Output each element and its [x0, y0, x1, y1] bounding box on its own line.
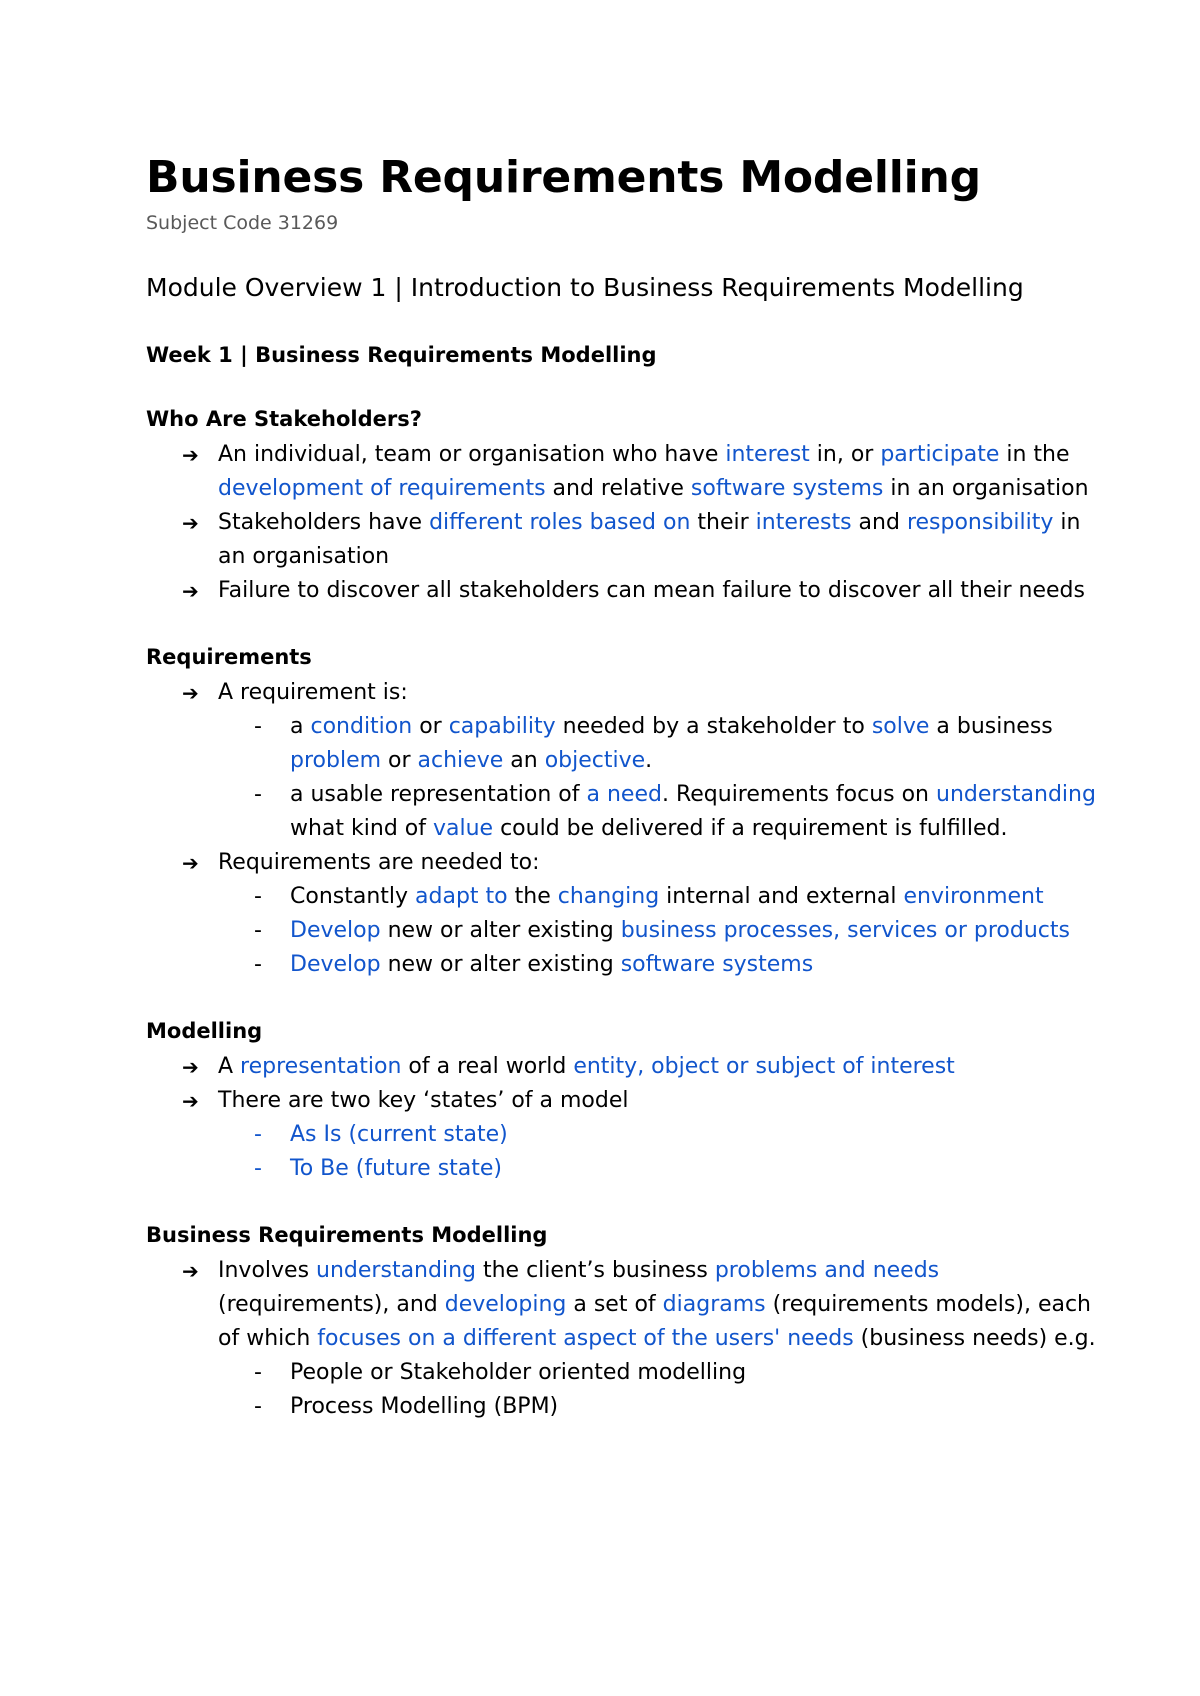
text-run: (business needs) e.g. [853, 1326, 1096, 1351]
highlighted-term: entity, object or subject of interest [573, 1054, 955, 1079]
text-run: Process Modelling (BPM) [290, 1394, 559, 1419]
list-item [146, 506, 1106, 574]
arrow-bullet-list [146, 438, 1106, 608]
content-sections [146, 404, 1106, 1424]
section-heading: Requirements [146, 645, 312, 669]
highlighted-term: understanding [316, 1258, 476, 1283]
text-run: their [690, 510, 756, 535]
text-run: what kind of [290, 816, 433, 841]
highlighted-term: To Be (future state) [290, 1156, 503, 1181]
section-heading: Business Requirements Modelling [146, 1223, 548, 1247]
sub-list-item [218, 1118, 1106, 1152]
highlighted-term: achieve [417, 748, 504, 773]
highlighted-term: developing [444, 1292, 567, 1317]
text-run: a [290, 714, 311, 739]
text-run: A requirement is: [218, 680, 408, 705]
highlighted-term: problems and needs [714, 1258, 940, 1283]
sub-list-item [218, 710, 1106, 778]
highlighted-term: understanding [936, 782, 1096, 807]
list-item-text [218, 850, 539, 875]
text-run: needed by a stakeholder to [555, 714, 872, 739]
sub-list-item-text [290, 918, 1070, 943]
arrow-bullet-list [146, 1050, 1106, 1186]
highlighted-term: solve [871, 714, 930, 739]
highlighted-term: focuses on a different aspect of the users' needs [317, 1326, 854, 1351]
dash-bullet-icon: - [254, 1360, 262, 1385]
highlighted-term: business processes, services or products [620, 918, 1070, 943]
text-run: new or alter existing [380, 918, 621, 943]
text-run: of a real world [401, 1054, 574, 1079]
sub-list-item-text [290, 782, 1096, 841]
sub-list-item [218, 880, 1106, 914]
section-heading: Who Are Stakeholders? [146, 407, 422, 431]
arrow-bullet-icon: ➔ [182, 511, 199, 535]
arrow-bullet-icon: ➔ [182, 1089, 199, 1113]
sub-list-item [218, 1152, 1106, 1186]
text-run: could be delivered if a requirement is fulfilled. [493, 816, 1008, 841]
list-item [146, 1254, 1106, 1424]
highlighted-term: objective [544, 748, 646, 773]
list-item [146, 676, 1106, 846]
dash-bullet-icon: - [254, 918, 262, 943]
text-run: Constantly [290, 884, 416, 909]
list-item [146, 574, 1106, 608]
list-item [146, 438, 1106, 506]
dash-sub-list [218, 880, 1106, 982]
text-run: in the [999, 442, 1070, 467]
sub-list-item-text [290, 1394, 558, 1419]
sub-list-item-text [290, 884, 1044, 909]
dash-bullet-icon: - [254, 884, 262, 909]
sub-list-item [218, 778, 1106, 846]
highlighted-term: diagrams [662, 1292, 766, 1317]
highlighted-term: development of requirements [218, 476, 546, 501]
list-item-text [218, 578, 1085, 603]
text-run: . [645, 748, 653, 773]
text-run: the client’s business [475, 1258, 715, 1283]
text-run: a usable representation of [290, 782, 587, 807]
highlighted-term: As Is (current state) [290, 1122, 508, 1147]
arrow-bullet-icon: ➔ [182, 579, 199, 603]
list-item-text [218, 1088, 629, 1113]
arrow-bullet-icon: ➔ [182, 851, 199, 875]
list-item-text [218, 442, 1089, 501]
list-item [146, 1050, 1106, 1084]
highlighted-term: representation [240, 1054, 402, 1079]
dash-bullet-icon: - [254, 952, 262, 977]
dash-sub-list [218, 710, 1106, 846]
text-run: in, or [809, 442, 881, 467]
text-run: a set of [566, 1292, 663, 1317]
arrow-bullet-list [146, 1254, 1106, 1424]
text-run: . Requirements focus on [661, 782, 936, 807]
document-page [146, 150, 1106, 1424]
dash-sub-list [218, 1118, 1106, 1186]
highlighted-term: Develop [290, 918, 381, 943]
text-run: or [381, 748, 418, 773]
text-run: There are two key ‘states’ of a model [218, 1088, 629, 1113]
subject-code: Subject Code 31269 [146, 212, 339, 234]
text-run: An individual, team or organisation who have [218, 442, 726, 467]
text-run: (requirements models), each of which [218, 1292, 1091, 1351]
text-run: A [218, 1054, 241, 1079]
arrow-bullet-list [146, 676, 1106, 982]
highlighted-term: Develop [290, 952, 381, 977]
highlighted-term: responsibility [906, 510, 1054, 535]
text-run: and [851, 510, 907, 535]
text-run: Requirements are needed to: [218, 850, 540, 875]
text-run: internal and external [659, 884, 904, 909]
sub-list-item [218, 1390, 1106, 1424]
text-run: Involves [218, 1258, 317, 1283]
arrow-bullet-icon: ➔ [182, 1055, 199, 1079]
highlighted-term: participate [880, 442, 1000, 467]
highlighted-term: environment [903, 884, 1044, 909]
highlighted-term: value [433, 816, 494, 841]
list-item-text [218, 510, 1080, 569]
sub-list-item-text [290, 1156, 502, 1181]
list-item-text [218, 1054, 955, 1079]
sub-list-item-text [290, 1360, 746, 1385]
text-run: an [503, 748, 545, 773]
highlighted-term: software systems [620, 952, 814, 977]
text-run: Stakeholders have [218, 510, 430, 535]
module-heading: Module Overview 1 | Introduction to Business Requirements Modelling [146, 273, 1024, 302]
text-run: new or alter existing [380, 952, 621, 977]
text-run: (requirements), and [218, 1292, 445, 1317]
dash-bullet-icon: - [254, 782, 262, 807]
highlighted-term: a need [586, 782, 662, 807]
highlighted-term: interests [755, 510, 852, 535]
list-item [146, 1084, 1106, 1186]
sub-list-item-text [290, 1122, 508, 1147]
section-who-are-stakeholders [146, 404, 1106, 608]
text-run: in an organisation [218, 510, 1081, 569]
highlighted-term: changing [557, 884, 660, 909]
text-run: a business [929, 714, 1053, 739]
list-item-text [218, 1258, 1096, 1351]
sub-list-item [218, 914, 1106, 948]
section-heading: Modelling [146, 1019, 263, 1043]
arrow-bullet-icon: ➔ [182, 1259, 199, 1283]
sub-list-item [218, 948, 1106, 982]
text-run: the [507, 884, 558, 909]
highlighted-term: condition [310, 714, 413, 739]
arrow-bullet-icon: ➔ [182, 443, 199, 467]
text-run: People or Stakeholder oriented modelling [290, 1360, 747, 1385]
highlighted-term: different roles based on [429, 510, 691, 535]
dash-sub-list [218, 1356, 1106, 1424]
section-modelling [146, 1016, 1106, 1186]
section-requirements [146, 642, 1106, 982]
text-run: Failure to discover all stakeholders can mean failure to discover all their needs [218, 578, 1085, 603]
highlighted-term: interest [725, 442, 810, 467]
dash-bullet-icon: - [254, 1122, 262, 1147]
section-business-requirements-modelling [146, 1220, 1106, 1424]
arrow-bullet-icon: ➔ [182, 681, 199, 705]
sub-list-item-text [290, 952, 813, 977]
list-item [146, 846, 1106, 982]
text-run: in an organisation [883, 476, 1089, 501]
document-title: Business Requirements Modelling [146, 152, 981, 203]
list-item-text [218, 680, 408, 705]
week-heading: Week 1 | Business Requirements Modelling [146, 343, 657, 367]
highlighted-term: adapt to [415, 884, 508, 909]
text-run: and relative [545, 476, 691, 501]
highlighted-term: capability [448, 714, 556, 739]
highlighted-term: problem [290, 748, 382, 773]
sub-list-item [218, 1356, 1106, 1390]
dash-bullet-icon: - [254, 1394, 262, 1419]
highlighted-term: software systems [690, 476, 884, 501]
dash-bullet-icon: - [254, 714, 262, 739]
dash-bullet-icon: - [254, 1156, 262, 1181]
sub-list-item-text [290, 714, 1053, 773]
text-run: or [412, 714, 449, 739]
